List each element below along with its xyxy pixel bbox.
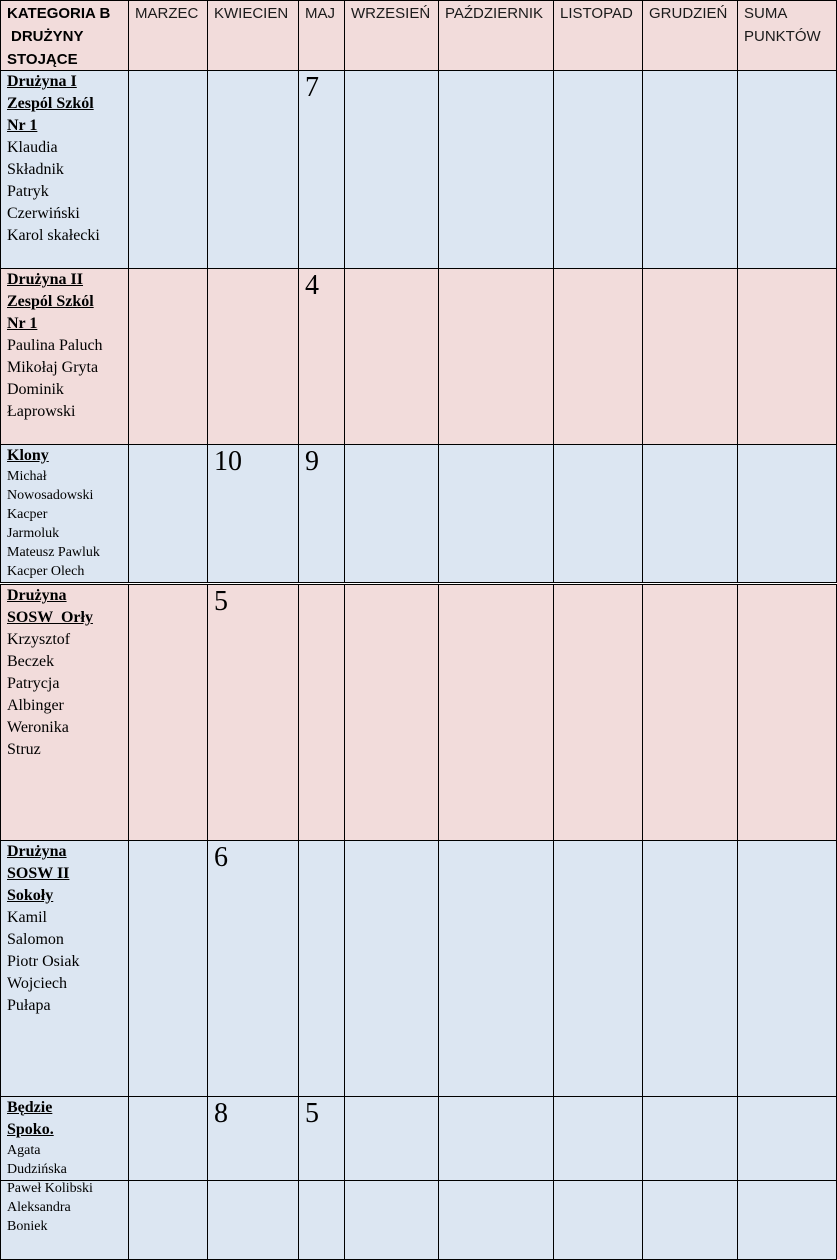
score-cell [642, 70, 738, 269]
score-cell [642, 840, 738, 1097]
score-cell [553, 444, 643, 583]
score-cell [298, 584, 345, 841]
score-cell [642, 444, 738, 583]
score-cell [344, 444, 439, 583]
header-row [0, 0, 837, 71]
score-cell [438, 70, 554, 269]
team-member: Paweł Kolibski [7, 1181, 93, 1196]
header-sum-line: PUNKTÓW [744, 28, 821, 45]
sum-cell [737, 1096, 837, 1260]
team-member: Nowosadowski [7, 488, 94, 503]
team-name-line: Zespól Szkól [7, 293, 94, 310]
team-cell [0, 444, 129, 583]
score-cell [344, 1096, 439, 1260]
score-cell [344, 268, 439, 445]
team-member: Wojciech [7, 975, 68, 992]
row-divider [0, 1180, 837, 1181]
team-cell [0, 584, 129, 841]
score-cell [128, 1096, 208, 1260]
score-cell [344, 70, 439, 269]
team-name-line: Drużyna II [7, 271, 84, 288]
header-category [0, 0, 129, 71]
team-member: Piotr Osiak [7, 953, 80, 970]
header-month: KWIECIEN [207, 0, 299, 71]
team-name-line: Drużyna [7, 843, 67, 860]
team-member: Salomon [7, 931, 64, 948]
team-row [0, 70, 837, 269]
team-member: Patryk [7, 183, 49, 200]
score-cell [553, 70, 643, 269]
team-name-line: Będzie [7, 1099, 53, 1116]
team-member: Albinger [7, 697, 64, 714]
team-member: Karol skałecki [7, 227, 100, 244]
team-row [0, 268, 837, 445]
header-category-line: DRUŻYNY [11, 28, 84, 45]
header-month: MAJ [298, 0, 345, 71]
team-member: Paulina Paluch [7, 337, 103, 354]
team-name-line: Nr 1 [7, 117, 38, 134]
score-cell [642, 584, 738, 841]
score-cell [553, 268, 643, 445]
team-name-line: Nr 1 [7, 315, 38, 332]
team-member: Patrycja [7, 675, 60, 692]
header-month: WRZESIEŃ [344, 0, 439, 71]
score-cell [207, 70, 299, 269]
team-member: Michał [7, 469, 47, 484]
score-cell: 5 [298, 1096, 345, 1260]
score-cell [438, 584, 554, 841]
team-name-line: Klony [7, 447, 49, 464]
team-cell [0, 840, 129, 1097]
score-cell [128, 584, 208, 841]
team-member: Agata [7, 1143, 41, 1158]
score-cell: 7 [298, 70, 345, 269]
header-month: GRUDZIEŃ [642, 0, 738, 71]
team-cell [0, 268, 129, 445]
score-cell [128, 444, 208, 583]
team-member: Struz [7, 741, 41, 758]
team-member: Klaudia [7, 139, 58, 156]
team-name-line: SOSW II [7, 865, 70, 882]
header-sum-line: SUMA [744, 5, 788, 22]
score-cell [438, 268, 554, 445]
team-member: Weronika [7, 719, 69, 736]
score-cell: 5 [207, 584, 299, 841]
score-cell [344, 584, 439, 841]
team-row [0, 584, 837, 841]
header-category-line: STOJĄCE [7, 51, 78, 68]
header-month: PAŹDZIERNIK [438, 0, 554, 71]
score-cell [642, 268, 738, 445]
team-member: Beczek [7, 653, 55, 670]
score-cell [438, 1096, 554, 1260]
team-member: Boniek [7, 1219, 48, 1234]
team-member: Aleksandra [7, 1200, 71, 1215]
team-name-line: Zespól Szkól [7, 95, 94, 112]
team-member: Pułapa [7, 997, 51, 1014]
team-member: Kacper Olech [7, 564, 85, 579]
team-member: Mateusz Pawluk [7, 545, 100, 560]
team-name-line: Sokoły [7, 887, 54, 904]
team-member: Kacper [7, 507, 48, 522]
score-cell [207, 268, 299, 445]
score-cell [128, 268, 208, 445]
team-member: Składnik [7, 161, 64, 178]
score-cell [553, 1096, 643, 1260]
score-cell [642, 1096, 738, 1260]
score-cell: 6 [207, 840, 299, 1097]
score-cell [553, 840, 643, 1097]
team-row [0, 444, 837, 583]
team-row [0, 840, 837, 1097]
team-member: Łaprowski [7, 403, 76, 420]
sum-cell [737, 444, 837, 583]
score-cell [344, 840, 439, 1097]
sum-cell [737, 268, 837, 445]
team-name-line: Drużyna [7, 587, 67, 604]
team-member: Czerwiński [7, 205, 80, 222]
score-cell [438, 840, 554, 1097]
team-cell [0, 1096, 129, 1260]
team-name-line: SOSW Orły [7, 609, 93, 626]
team-member: Dudzińska [7, 1162, 67, 1177]
header-category-line: KATEGORIA B [7, 5, 111, 22]
sum-cell [737, 70, 837, 269]
team-name-line: Drużyna I [7, 73, 77, 90]
sum-cell [737, 584, 837, 841]
header-month: LISTOPAD [553, 0, 643, 71]
team-name-line: Spoko. [7, 1121, 54, 1138]
team-member: Mikołaj Gryta [7, 359, 99, 376]
score-cell: 4 [298, 268, 345, 445]
sum-cell [737, 840, 837, 1097]
header-sum [737, 0, 837, 71]
score-cell [128, 70, 208, 269]
score-cell: 9 [298, 444, 345, 583]
team-row [0, 1096, 837, 1260]
team-member: Kamil [7, 909, 47, 926]
team-member: Jarmoluk [7, 526, 60, 541]
header-month: MARZEC [128, 0, 208, 71]
score-cell: 8 [207, 1096, 299, 1260]
team-cell [0, 70, 129, 269]
score-cell [128, 840, 208, 1097]
score-cell: 10 [207, 444, 299, 583]
score-cell [553, 584, 643, 841]
team-member: Dominik [7, 381, 64, 398]
team-member: Krzysztof [7, 631, 71, 648]
score-cell [298, 840, 345, 1097]
score-cell [438, 444, 554, 583]
